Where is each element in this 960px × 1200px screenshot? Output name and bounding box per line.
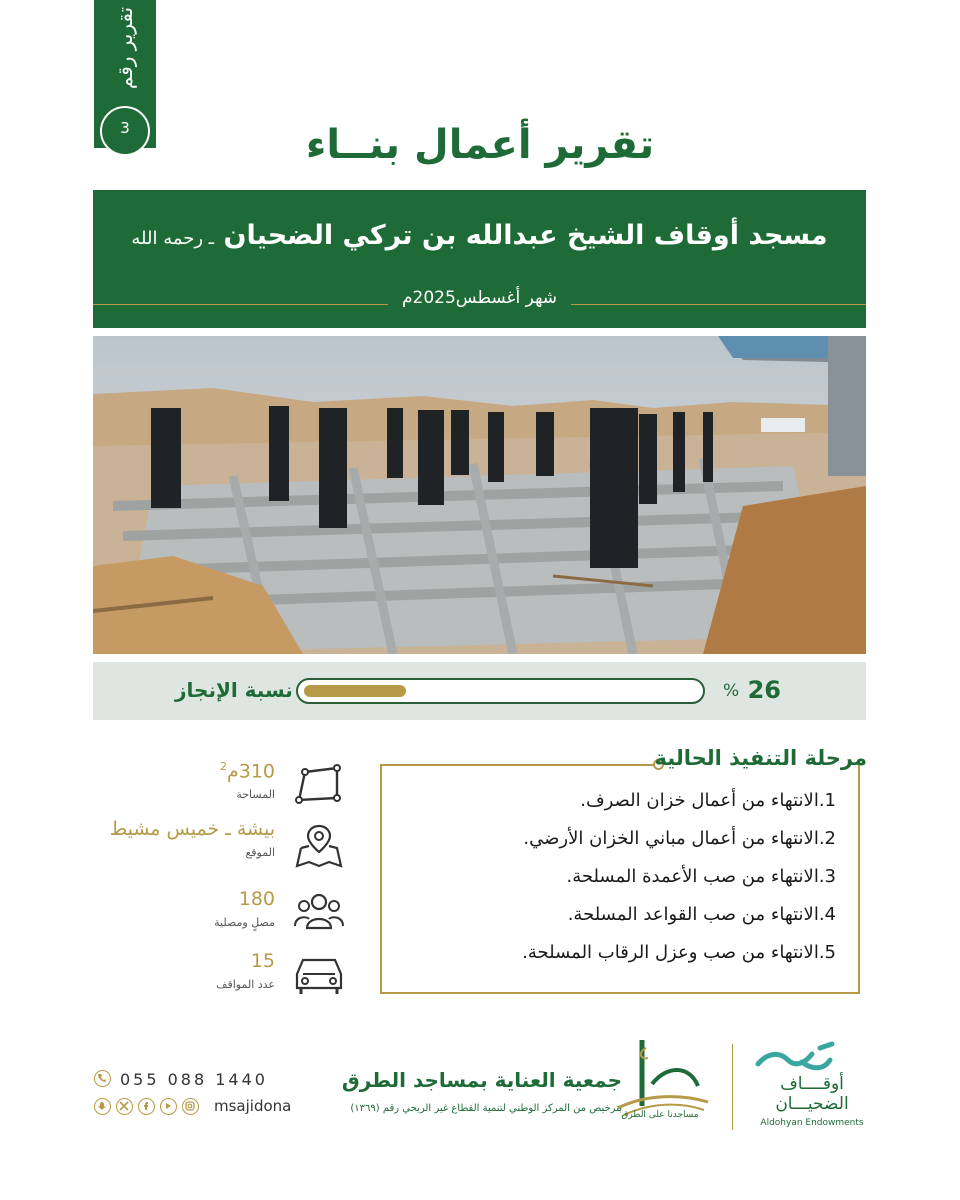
instagram-icon[interactable] [182,1098,199,1115]
mosque-header-band [93,190,866,328]
progress-bar-fill [304,685,406,697]
stat-area [90,760,345,814]
stat-location-caption: الموقع [245,846,275,859]
aldohyan-name-ar: أوقــــاف الضحيـــان [775,1074,849,1114]
location-map-icon [293,822,345,866]
execution-phase-topline [380,764,660,766]
stat-worshippers-caption: مصلٍ ومصلية [214,916,275,929]
stat-area-superscript: 2 [219,760,227,773]
facebook-icon[interactable] [138,1098,155,1115]
people-icon [293,892,345,936]
association-name: جمعية العناية بمساجد الطرق [341,1068,622,1092]
stat-area-value [220,760,275,782]
stat-worshippers [90,888,345,942]
phase-item: 3.الانتهاء من صب الأعمدة المسلحة. [566,866,836,887]
stat-location [90,818,345,872]
mosque-name [93,220,866,251]
masajid-logo-text: مساجدنا على الطرق [621,1110,699,1120]
progress-label: نسبة الإنجاز [175,678,293,702]
stat-parking [90,950,345,1004]
stat-worshippers-value: 180 [238,888,275,910]
x-twitter-icon[interactable] [116,1098,133,1115]
execution-phase-title: مرحلة التنفيذ الحالية [654,746,867,770]
mosque-name-text: مسجد أوقاف الشيخ عبدالله بن تركي الضحيان [223,220,828,251]
aldohyan-name-en: Aldohyan Endowments [760,1118,864,1128]
footer-divider [732,1044,733,1130]
association-license: بترخيص من المركز الوطني لتنمية القطاع غير الربحي رقم (١٣٦٩) [350,1103,622,1114]
snapchat-icon[interactable] [94,1098,111,1115]
report-number-badge: 3 [100,106,150,156]
phase-item: 5.الانتهاء من صب وعزل الرقاب المسلحة. [522,942,836,963]
report-period: شهر أغسطس2025م [388,288,571,308]
area-icon [293,764,345,808]
progress-bar [296,678,705,704]
progress-panel [93,662,866,720]
phase-item: 1.الانتهاء من أعمال خزان الصرف. [580,790,836,811]
progress-percent-sign: % [723,681,740,701]
social-handle: msajidona [214,1097,292,1115]
stat-parking-caption: عدد المواقف [216,978,275,991]
stat-area-number: 310م [226,760,275,783]
phase-item: 2.الانتهاء من أعمال مباني الخزان الأرضي. [523,828,836,849]
stat-area-caption: المساحة [236,788,275,801]
mosque-name-suffix: ـ رحمه الله [131,228,215,249]
progress-value: 26 [747,676,781,704]
construction-site-photo [93,336,866,654]
phone-number: 055 088 1440 [120,1070,268,1089]
phone-icon [94,1070,111,1087]
construction-site-illustration [93,336,866,654]
stat-location-value: بيشة ـ خميس مشيط [109,818,275,840]
stat-parking-value: 15 [250,950,275,972]
page-title: تقرير أعمال بنــاء [305,122,655,168]
youtube-icon[interactable] [160,1098,177,1115]
car-icon [293,954,345,998]
report-number-label: تقرير رقم [113,6,137,90]
phase-item: 4.الانتهاء من صب القواعد المسلحة. [567,904,836,925]
